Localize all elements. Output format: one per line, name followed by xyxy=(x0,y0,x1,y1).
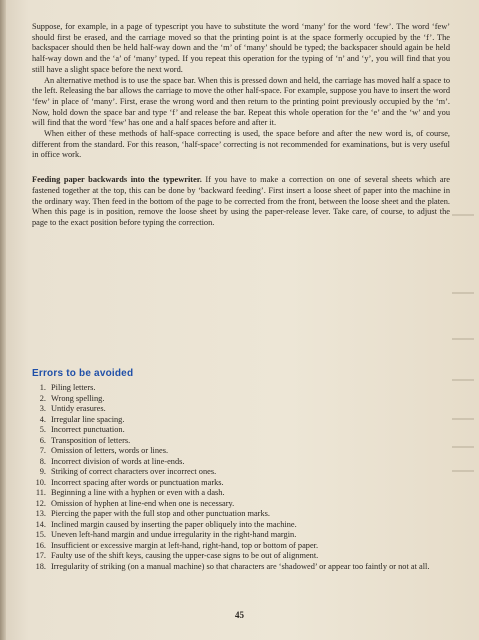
error-item xyxy=(32,425,450,436)
error-text: Transposition of letters. xyxy=(51,435,131,445)
error-number: 6. xyxy=(39,435,46,445)
error-item xyxy=(32,383,450,394)
error-number: 5. xyxy=(39,425,46,435)
paragraph-backspacer: Suppose, for example, in a page of typescript you have to substitute the word ‘many’ for the word ‘few’. The word ‘few’ should first be erased, and the carriage moved so that the printing point is at the space formerly occupied by the ‘f’. The backspacer should then be held half-way down and the ‘m’ of ‘many’ should be typed; the backspacer should again be held half-way down and the ‘a’ of ‘many’ typed. If you repeat this operation for the typing of ‘n’ and ‘y’, you will find that you still have a slight space before the next word. xyxy=(32,22,450,74)
error-number: 9. xyxy=(39,467,46,477)
error-text: Omission of letters, words or lines. xyxy=(51,446,169,456)
error-text: Omission of hyphen at line-end when one is necessary. xyxy=(51,498,235,508)
error-text: Uneven left-hand margin and undue irregularity in the right-hand margin. xyxy=(51,530,297,540)
error-text: Incorrect spacing after words or punctuation marks. xyxy=(51,477,224,487)
error-text: Striking of correct characters over incorrect ones. xyxy=(51,467,217,477)
error-text: Irregularity of striking (on a manual machine) so that characters are ‘shadowed’ or appear too faintly or not at all. xyxy=(51,561,430,571)
page-content xyxy=(32,22,450,572)
error-text: Irregular line spacing. xyxy=(51,414,125,424)
feeding-body: If you have to make a correction on one of several sheets which are fastened together at the top, this can be done by ‘backward feeding’. First insert a loose sheet of paper into the machine in the ordinary way. Then feed in the bottom of the page to be corrected from the front, between the loose sheet and the platen. When this page is in position, remove the loose sheet by using the paper-release lever. Take care, of course, to adjust the page to the exact position before typing the correction. xyxy=(32,175,450,227)
error-number: 8. xyxy=(39,456,46,466)
error-number: 1. xyxy=(39,383,46,393)
error-item xyxy=(32,478,450,489)
error-item xyxy=(32,436,450,447)
show-through-line xyxy=(452,470,474,472)
error-number: 17. xyxy=(35,551,46,561)
error-text: Piercing the paper with the full stop and other punctuation marks. xyxy=(51,509,270,519)
error-item xyxy=(32,562,450,573)
error-number: 3. xyxy=(39,404,46,414)
error-item xyxy=(32,488,450,499)
errors-heading: Errors to be avoided xyxy=(32,367,134,379)
error-item xyxy=(32,446,450,457)
error-text: Beginning a line with a hyphen or even with a dash. xyxy=(51,488,225,498)
error-number: 2. xyxy=(39,393,46,403)
error-item xyxy=(32,499,450,510)
page-number: 45 xyxy=(235,610,244,620)
error-item xyxy=(32,404,450,415)
error-number: 12. xyxy=(35,498,46,508)
error-text: Wrong spelling. xyxy=(51,393,105,403)
error-item xyxy=(32,467,450,478)
page-gutter xyxy=(0,0,6,640)
error-number: 18. xyxy=(35,561,46,571)
error-number: 16. xyxy=(35,540,46,550)
show-through-line xyxy=(452,418,474,420)
error-item xyxy=(32,394,450,405)
error-number: 15. xyxy=(35,530,46,540)
error-text: Untidy erasures. xyxy=(51,404,106,414)
error-number: 10. xyxy=(35,477,46,487)
error-item xyxy=(32,509,450,520)
error-item xyxy=(32,551,450,562)
error-number: 7. xyxy=(39,446,46,456)
error-item xyxy=(32,415,450,426)
error-number: 11. xyxy=(35,488,46,498)
error-item xyxy=(32,541,450,552)
error-item xyxy=(32,530,450,541)
error-number: 14. xyxy=(35,519,46,529)
error-number: 4. xyxy=(39,414,46,424)
error-text: Insufficient or excessive margin at left-hand, right-hand, top or bottom of paper. xyxy=(51,540,319,550)
show-through-line xyxy=(452,214,474,216)
paragraph-half-space: When either of these methods of half-space correcting is used, the space before and after the new word is, of course, different from the standard. For this reason, ‘half-space’ correcting is not recommended for examinations, but is very useful in office work. xyxy=(32,129,450,160)
error-text: Faulty use of the shift keys, causing the upper-case signs to be out of alignment. xyxy=(51,551,319,561)
paragraph-space-bar: An alternative method is to use the space bar. When this is pressed down and held, the carriage has moved half a space to the left. Releasing the bar allows the carriage to move the other half-space. For example, suppose you have to insert the word ‘few’ in place of ‘many’. First, erase the wrong word and then return to the printing point previously occupied by the ‘m’. Now, hold down the space bar and type ‘f’ and release the bar. Repeat this whole operation for the ‘e’ and the ‘w’ and you will find that the word ‘few’ has one and a half spaces before and after it. xyxy=(32,75,450,128)
show-through-line xyxy=(452,446,474,448)
paragraph-feeding-backwards xyxy=(32,175,450,229)
errors-list xyxy=(32,383,450,572)
error-text: Incorrect punctuation. xyxy=(51,425,125,435)
show-through-line xyxy=(452,292,474,294)
error-item xyxy=(32,457,450,468)
error-text: Piling letters. xyxy=(51,383,96,393)
show-through-line xyxy=(452,379,474,381)
error-number: 13. xyxy=(35,509,46,519)
error-item xyxy=(32,520,450,531)
feeding-lead: Feeding paper backwards into the typewriter. xyxy=(32,175,202,185)
error-text: Incorrect division of words at line-ends. xyxy=(51,456,185,466)
spacer xyxy=(32,161,450,175)
show-through-line xyxy=(452,338,474,340)
error-text: Inclined margin caused by inserting the paper obliquely into the machine. xyxy=(51,519,297,529)
